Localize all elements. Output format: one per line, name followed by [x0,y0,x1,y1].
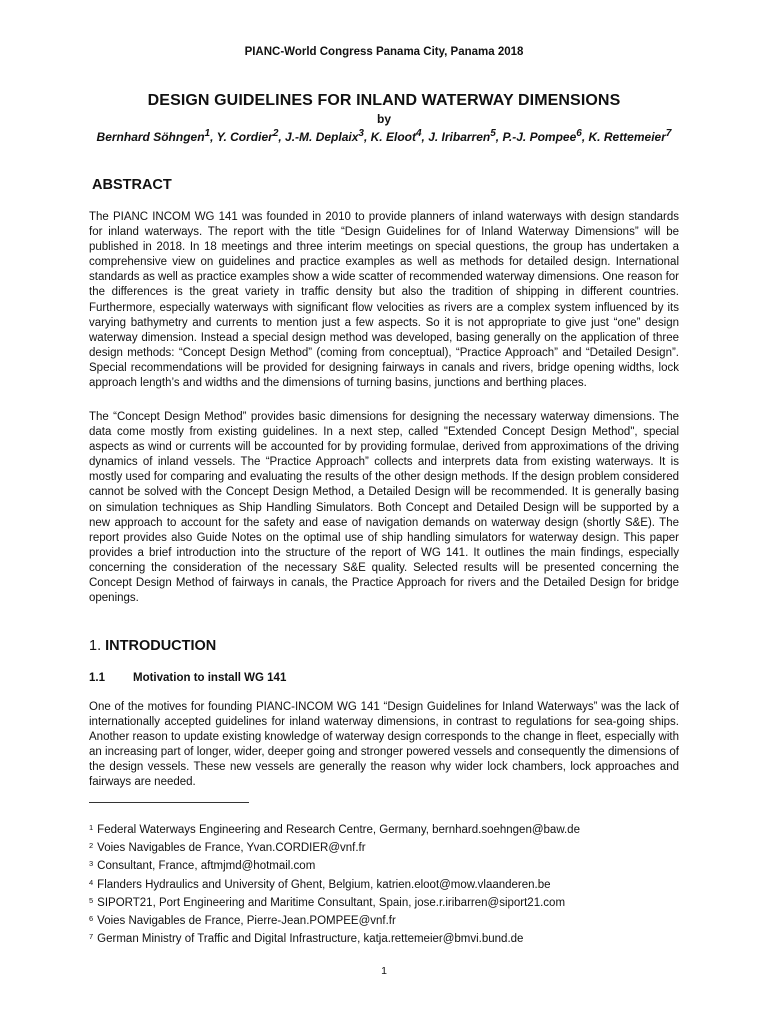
introduction-paragraph: One of the motives for founding PIANC-INCOM WG 141 “Design Guidelines for Inland Waterways” was the lack of internationally accepted guidelines for inland waterway dimensions, in contrast to regulations for sea-going ships. Another reason to update existing knowledge of waterway design corresponds to the change in fleet, especially with an increasing part of longer, wider, deeper going and stronger powered vessels and consequently the dimensions of the design vessels. These new vessels are generally the reason why wider lock chambers, lock approaches and fairways are needed. [89,701,679,789]
author-name: Bernhard Söhngen [96,130,205,144]
author-footnote-mark: 7 [665,128,672,139]
author-footnote-mark: 3 [358,128,364,139]
footnote [89,838,689,856]
by-line: by [376,112,391,126]
author-footnote-mark: 1 [204,128,211,139]
author-footnote-mark: 6 [576,128,582,139]
author-list: Bernhard Söhngen$^1$, Y. Cordier$^2$, J.-M. Deplaix$^3$, K. Eloot$^4$, J. Iribarren$^5$, P.-J. Pompee$^6$, K. Rettemeier$^7$ [96,128,672,144]
footnote [89,911,689,929]
abstract-paragraph: The “Concept Design Method” provides basic dimensions for designing the necessary waterway dimensions. The data come mostly from existing guidelines. In a next step, called "Extended Concept Design Method", special aspects as wind or currents will be accounted for by providing formulae, derived from approximations of the driving dynamics of inland vessels. The “Practice Approach” collects and interprets data from existing waterways. It is mostly used for comparing and evaluating the results of the other design methods. If the design problem considered cannot be solved with the Concept Design Method, a Detailed Design will be recommended. It is generally basing on simulation techniques as Ship Handling Simulators. Both Concept and Detailed Design will be supported by a new approach to account for the safety and ease of navigation demands on waterway design (shortly S&E). The report provides also Guide Notes on the optimal use of ship handling simulators for waterway design. This paper provides a brief introduction into the structure of the report of WG 141. It outlines the main findings, especially concerning the consideration of the necessary S&E quality. Selected results will be presented concerning the Concept Design Method of fairways in canals, the Practice Approach for rivers and the Detailed Design for bridge openings. [89,411,679,605]
author-name: P.-J. Pompee [502,130,577,144]
footnote-mark: 3 [89,859,94,869]
author-name: Y. Cordier [216,130,273,144]
footnote-mark: 2 [89,841,94,851]
footnote-mark: 5 [89,895,94,905]
footnote [89,820,689,838]
footnote-mark: 1 [89,823,94,832]
footnote-text: Flanders Hydraulics and University of Ghent, Belgium, katrien.eloot@mow.vlaanderen.be [97,878,551,891]
author-name: K. Eloot [370,130,416,144]
footnote [89,893,689,911]
author-name: K. Rettemeier [588,130,666,144]
conference-header: PIANC-World Congress Panama City, Panama 2018 [244,46,524,58]
section-number: 1. [89,638,102,654]
author-name: J. Iribarren [428,130,491,144]
footnote-text: Voies Navigables de France, Pierre-Jean.POMPEE@vnf.fr [97,915,396,928]
footnote-separator [89,802,249,803]
footnote-mark: 7 [89,932,94,942]
author-footnote-mark: 4 [415,128,422,139]
footnote-text: SIPORT21, Port Engineering and Maritime Consultant, Spain, jose.r.iribarren@siport21.com [97,896,566,909]
footnote-mark: 4 [89,877,94,887]
footnote [89,929,689,947]
footnote-list [89,820,689,947]
footnote-text: Voies Navigables de France, Yvan.CORDIER@vnf.fr [97,842,366,855]
author-footnote-mark: 5 [490,128,496,139]
footnote-mark: 6 [89,914,94,924]
paper-title: DESIGN GUIDELINES FOR INLAND WATERWAY DIMENSIONS [147,92,621,109]
footnote [89,856,689,874]
subsection-heading [89,672,286,684]
footnote-text: Consultant, France, aftmjmd@hotmail.com [97,860,316,873]
subsection-title: Motivation to install WG 141 [133,672,287,684]
subsection-number: 1.1 [89,672,105,684]
page-number: 1 [381,965,387,977]
footnote [89,875,689,893]
footnote-text: German Ministry of Traffic and Digital Infrastructure, katja.rettemeier@bmvi.bund.de [97,933,524,946]
abstract-paragraph: The PIANC INCOM WG 141 was founded in 2010 to provide planners of inland waterways with design standards for inland waterways. The report with the title “Design Guidelines for of Inland Waterway Dimensions” will be published in 2018. In 18 meetings and three interim meetings on special questions, the group has undertaken a comprehensive view on guidelines and practice examples as well as methods for detailed design. International standards as well as practice examples show a wide scatter of recommended waterway dimensions. One reason for the differences is the great variety in traffic density but also the tradition of shipping in different countries. Furthermore, especially waterways with significant flow velocities as rivers are a complex system influenced by its varying bathymetry and currents to mention just a few aspects. So it is not appropriate to give just “one” design waterway dimension. Instead a special design method was developed, basing generally on the application of three design methods: “Concept Design Method” (coming from conceptual), “Practice Approach” and “Detailed Design”. Special recommendations will be provided for designing fairways in canals and rivers, bridge opening widths, lock approach length’s and widths and the dimensions of turning basins, junctions and berthing places. [89,211,679,390]
abstract-heading: ABSTRACT [92,177,172,193]
section-heading [89,638,216,654]
footnote-text: Federal Waterways Engineering and Research Centre, Germany, bernhard.soehngen@baw.de [97,824,580,836]
author-footnote-mark: 2 [272,128,279,139]
section-title: INTRODUCTION [105,638,217,654]
author-name: J.-M. Deplaix [285,130,359,144]
